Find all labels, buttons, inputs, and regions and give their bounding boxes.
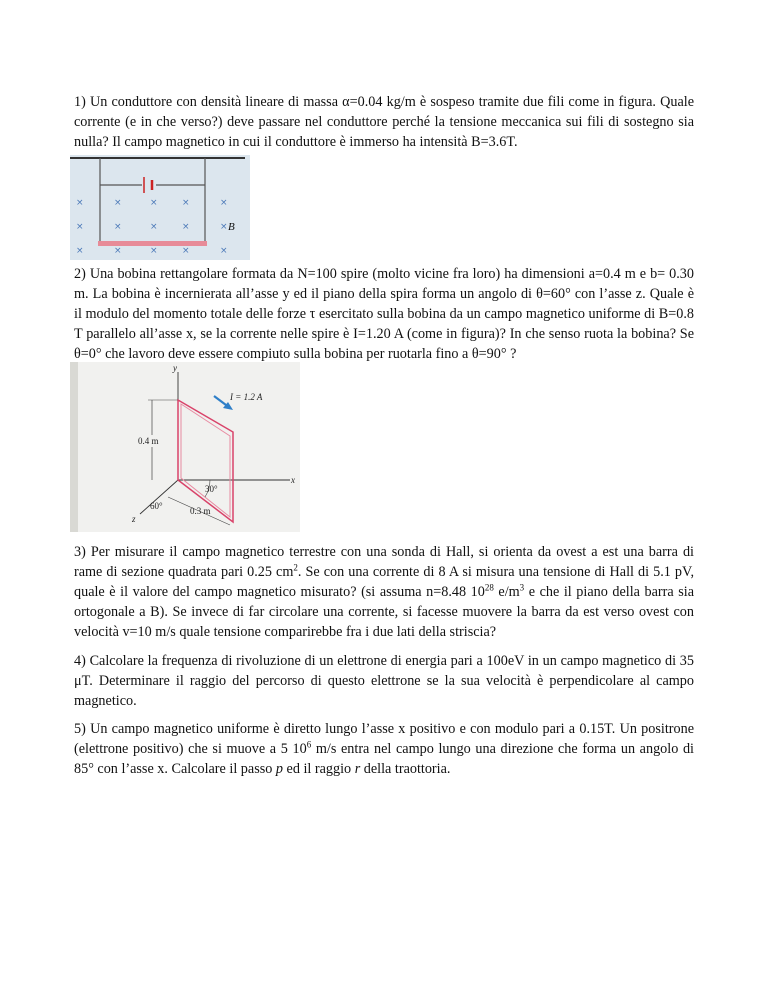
field-marker: × <box>76 198 84 208</box>
field-marker: × <box>114 222 122 232</box>
field-marker: × <box>220 246 228 256</box>
field-marker: × <box>220 198 228 208</box>
z-axis-label: z <box>132 514 136 524</box>
b-field-label: B <box>228 221 235 233</box>
superscript: 28 <box>484 582 494 593</box>
width-label: 0.3 m <box>190 506 211 516</box>
figure-2-left-band <box>70 362 78 532</box>
field-marker: × <box>220 222 228 232</box>
problem-5-part-b: m/s entra nel campo lungo una direzione che forma un angolo di 85° con l’asse x. Calcolare il passo <box>74 741 694 777</box>
problem-3-part-c: e/m <box>493 584 520 600</box>
field-marker: × <box>182 198 190 208</box>
figure-2-rectangular-coil <box>70 362 300 532</box>
problem-4-text: 4) Calcolare la frequenza di rivoluzione di un elettrone di energia pari a 100eV in un campo magnetico di 35 μT. Determinare il raggio del percorso di questo elettrone se la sua velocità è perpendicolare al campo magnetico. <box>74 653 694 709</box>
height-label: 0.4 m <box>138 436 159 446</box>
field-marker: × <box>114 246 122 256</box>
problem-5-part-d: della traottoria. <box>360 761 451 777</box>
conductor-bar <box>98 241 207 246</box>
field-marker: × <box>114 198 122 208</box>
problem-5-part-c: ed il raggio <box>282 761 355 777</box>
x-axis-label: x <box>291 475 295 485</box>
radius-symbol: r <box>354 761 361 777</box>
field-marker: × <box>182 222 190 232</box>
superscript: 2 <box>293 562 298 573</box>
y-axis-label: y <box>173 363 177 373</box>
problem-2-text: 2) Una bobina rettangolare formata da N=100 spire (molto vicine fra loro) ha dimensioni a=0.4 m e b= 0.30 m. La bobina è incernierata all’asse y ed il piano della spira forma un angolo di θ=60° con l’asse z. Quale è il modulo del momento totale delle forze τ esercitato sulla bobina da un campo magnetico uniforme di B=0.8 T parallelo all’asse x, se la corrente nelle spire è I=1.20 A (come in figura)? In che senso ruota la bobina? Se θ=0° che lavoro deve essere compiuto sulla bobina per ruotarla fino a θ=90° ? <box>74 266 694 362</box>
field-marker: × <box>150 222 158 232</box>
field-marker: × <box>76 246 84 256</box>
problem-3-text <box>74 542 694 642</box>
current-label: I = 1.2 A <box>230 392 263 402</box>
field-marker: × <box>150 198 158 208</box>
figure-2-background <box>70 362 300 532</box>
problem-1-text: 1) Un conduttore con densità lineare di massa α=0.04 kg/m è sospeso tramite due fili come in figura. Quale corrente (e in che verso?) deve passare nel conduttore perché la tensione meccanica sui fili di sostegno sia nulla? Il campo magnetico in cui il conduttore è immerso ha intensità B=3.6T. <box>74 94 694 150</box>
field-marker: × <box>76 222 84 232</box>
pitch-symbol: p <box>275 761 283 777</box>
theta-label: 60° <box>150 501 163 511</box>
problem-3-part-b: . Se con una corrente di 8 A si misura una tensione di Hall di 5.1 pV, quale è il valore del campo magnetico misurato? (si assuma n=8.48 10 <box>74 564 694 600</box>
superscript: 3 <box>519 582 525 593</box>
superscript: 6 <box>306 739 312 750</box>
field-marker: × <box>182 246 190 256</box>
angle-30-label: 30° <box>205 484 218 494</box>
problem-3-part-d: e che il piano della barra sia ortogonale a B). Se invece di far circolare una corrente, si facesse muovere la barra da est verso ovest con velocità v=10 m/s quale tensione comparirebbe fra i due lati della striscia? <box>74 584 694 640</box>
problem-5-part-a: 5) Un campo magnetico uniforme è diretto lungo l’asse x positivo e con modulo pari a 0.15T. Un positrone (elettrone positivo) che si muove a 5 10 <box>74 721 694 757</box>
figure-1-suspended-conductor <box>70 155 250 260</box>
problem-3-part-a: 3) Per misurare il campo magnetico terrestre con una sonda di Hall, si orienta da ovest a est una barra di rame di sezione quadrata pari 0.25 cm <box>74 544 694 580</box>
problem-5-text <box>74 719 694 779</box>
field-marker: × <box>150 246 158 256</box>
